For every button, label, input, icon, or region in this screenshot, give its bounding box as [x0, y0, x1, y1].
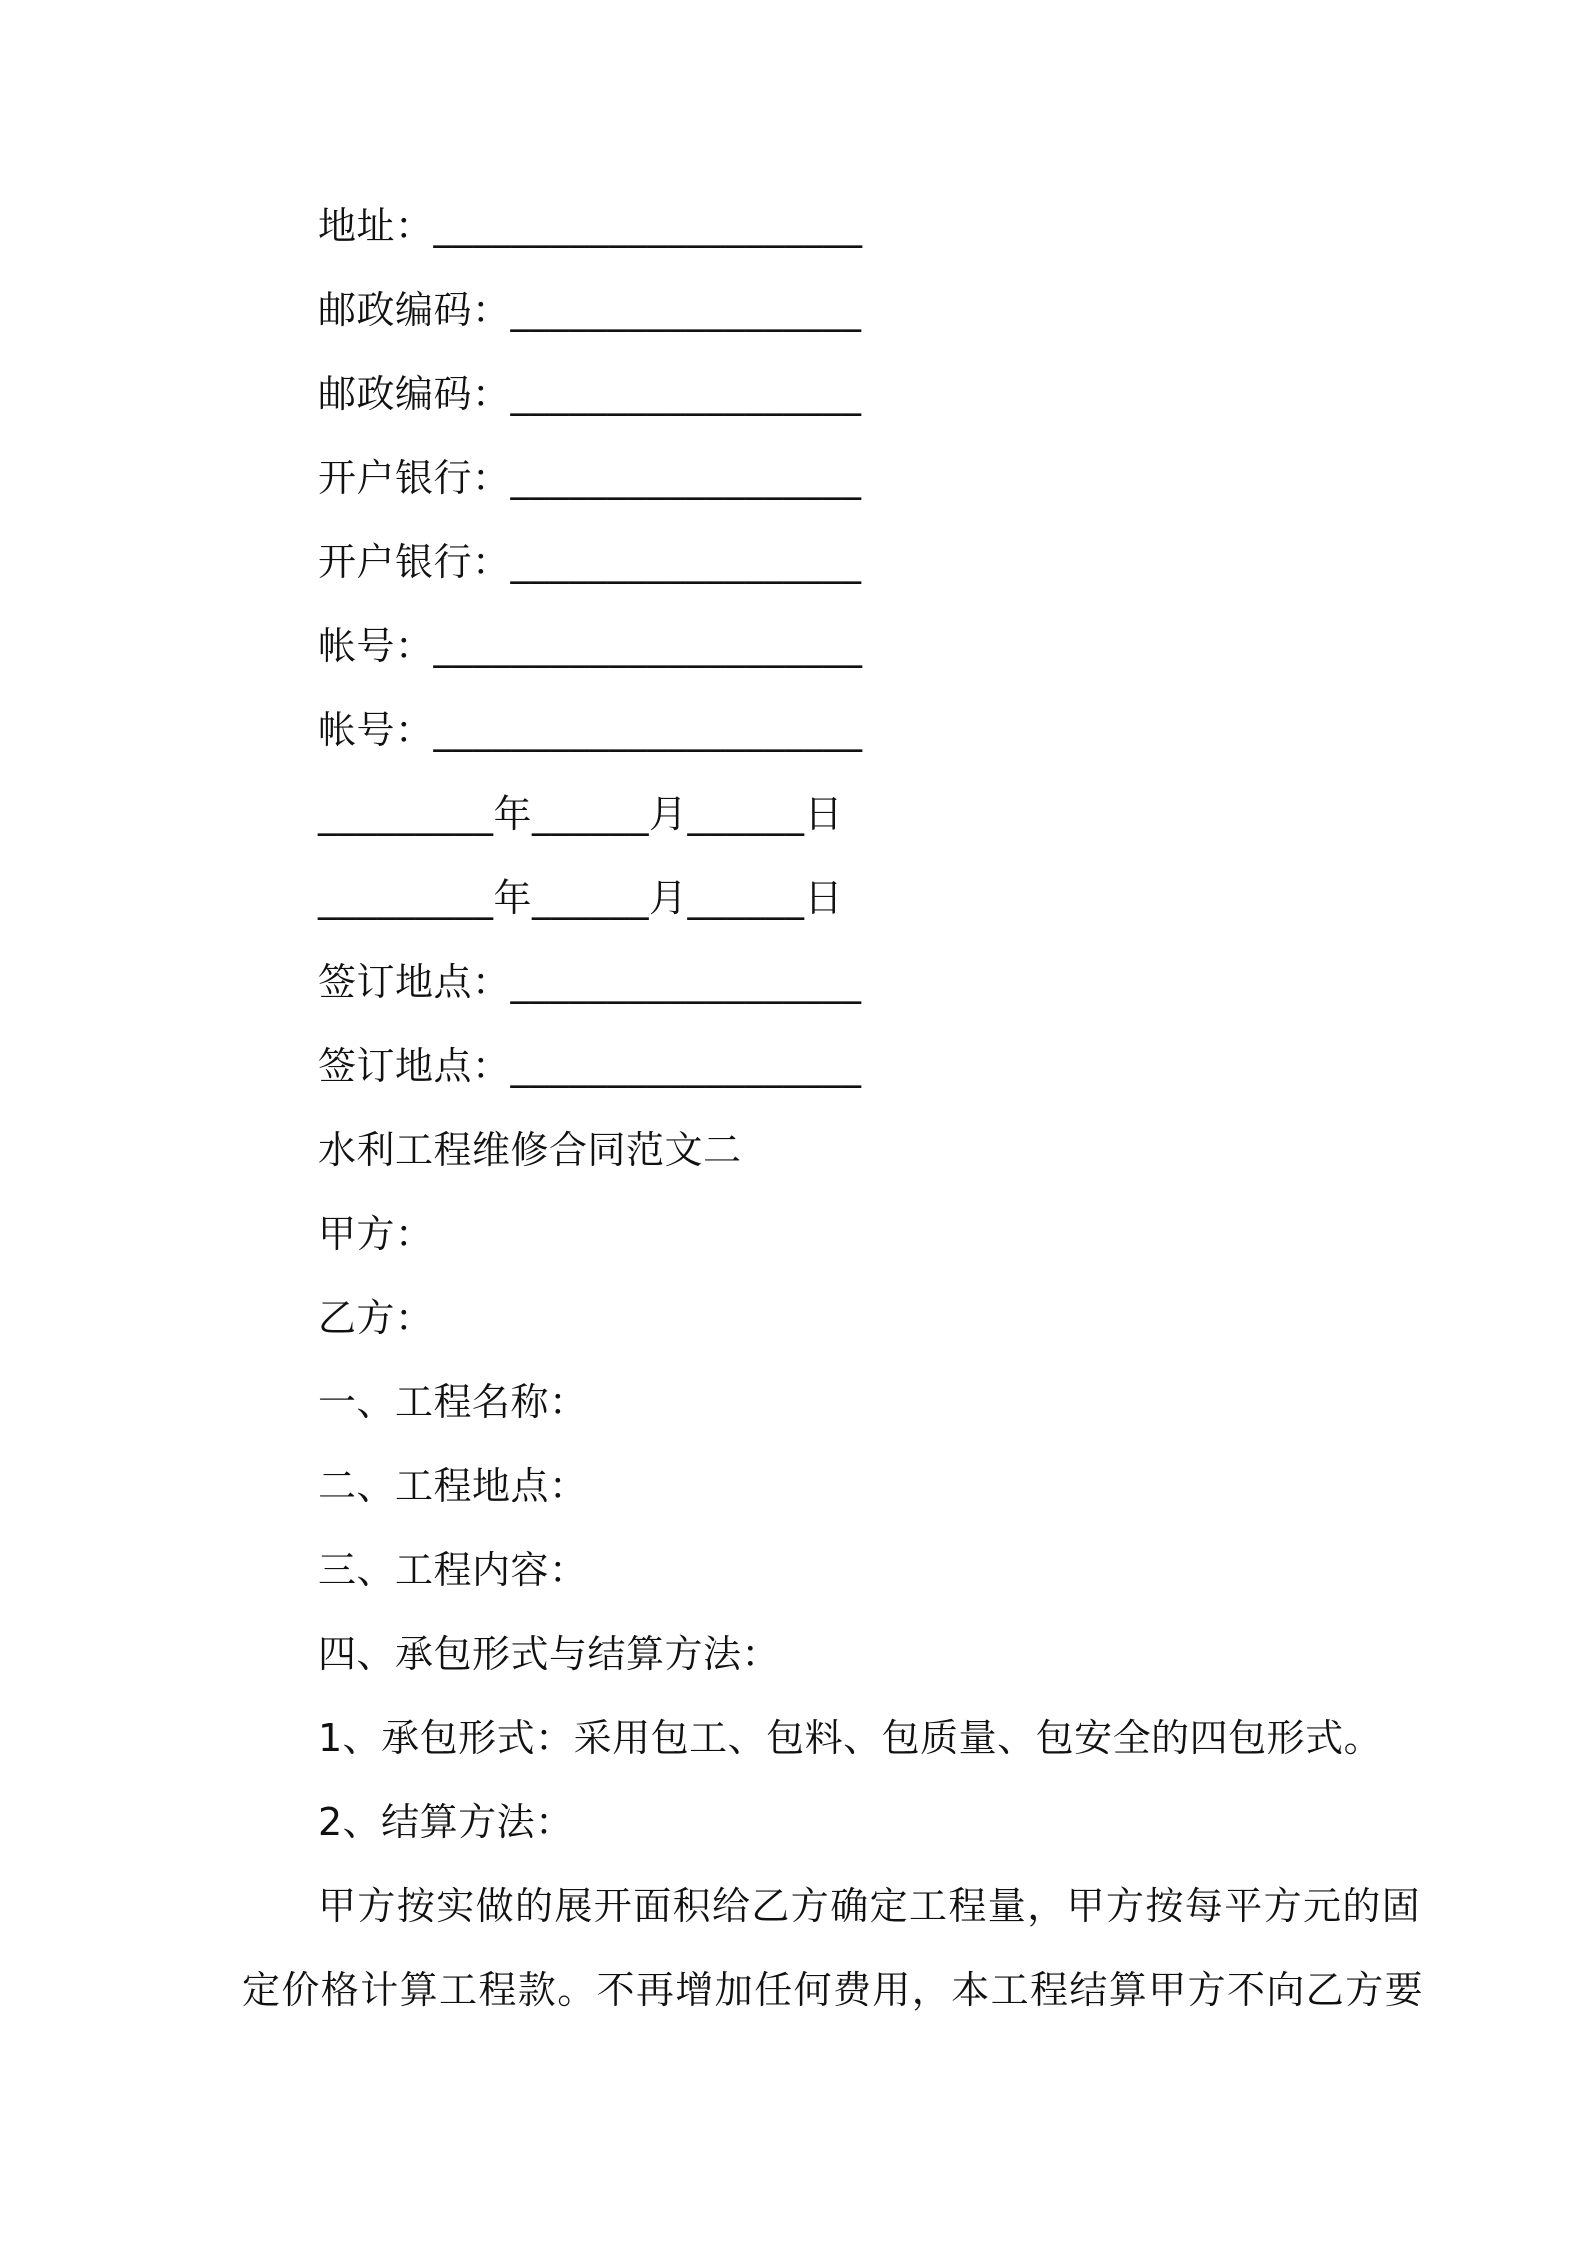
project-location-line: 二、工程地点： — [318, 1464, 588, 1508]
postal-code-line: 邮政编码：__________________ — [318, 372, 862, 416]
project-name-line: 一、工程名称： — [318, 1380, 588, 1424]
settlement-paragraph-line-1: 甲方按实做的展开面积给乙方确定工程量，甲方按每平方元的固 — [318, 1884, 1422, 1928]
project-content-line: 三、工程内容： — [318, 1548, 588, 1592]
address-line: 地址：______________________ — [318, 204, 863, 248]
contract-form-line: 1、承包形式：采用包工、包料、包质量、包安全的四包形式。 — [318, 1716, 1383, 1760]
signing-place-line: 签订地点：__________________ — [318, 960, 862, 1004]
party-b-line: 乙方： — [318, 1296, 434, 1340]
bank-line: 开户银行：__________________ — [318, 540, 862, 584]
signing-place-line: 签订地点：__________________ — [318, 1044, 862, 1088]
account-line: 帐号：______________________ — [318, 624, 863, 668]
date-line: _________年______月______日 — [318, 876, 844, 920]
account-line: 帐号：______________________ — [318, 708, 863, 752]
bank-line: 开户银行：__________________ — [318, 456, 862, 500]
party-a-line: 甲方： — [318, 1212, 434, 1256]
section-title: 水利工程维修合同范文二 — [318, 1128, 742, 1172]
settlement-heading: 2、结算方法： — [318, 1800, 574, 1844]
date-line: _________年______月______日 — [318, 792, 844, 836]
postal-code-line: 邮政编码：__________________ — [318, 288, 862, 332]
contract-form-heading: 四、承包形式与结算方法： — [318, 1632, 781, 1676]
settlement-paragraph-line-2: 定价格计算工程款。不再增加任何费用，本工程结算甲方不向乙方要 — [242, 1968, 1425, 2012]
